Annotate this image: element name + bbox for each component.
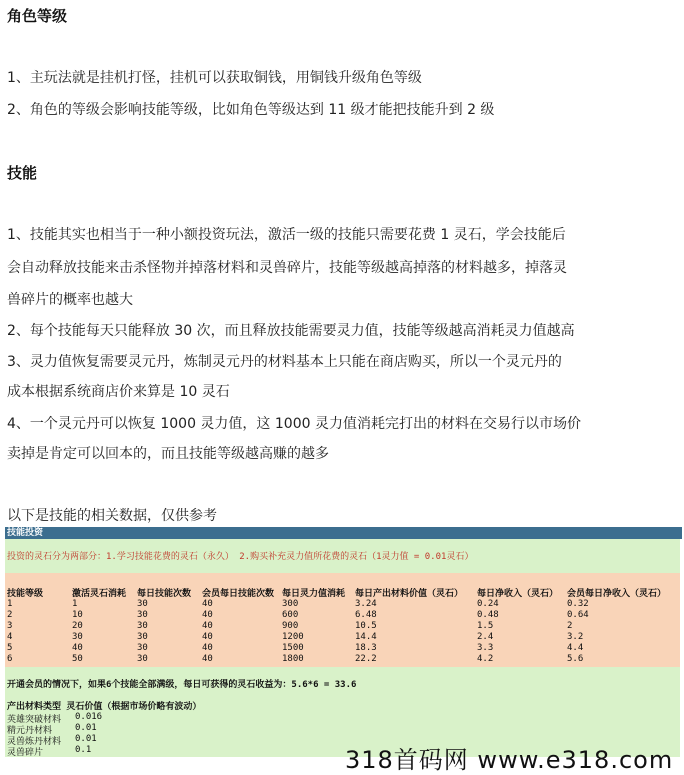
material-name: 灵兽炼丹材料 — [7, 737, 62, 747]
table-cell: 30 — [72, 632, 83, 642]
paragraph-line: 3、灵力值恢复需要灵元丹，炼制灵元丹的材料基本上只能在商店购买，所以一个灵元丹的 — [7, 354, 562, 370]
table-cell: 30 — [137, 643, 148, 653]
table-cell: 40 — [72, 643, 83, 653]
table-cell: 3.3 — [477, 643, 494, 653]
table-cell: 300 — [282, 599, 299, 609]
paragraph-line: 1、主玩法就是挂机打怪，挂机可以获取铜钱，用铜钱升级角色等级 — [7, 70, 422, 86]
table-cell: 600 — [282, 610, 299, 620]
material-name: 英雄突破材料 — [7, 715, 62, 725]
header-cell: 每日技能次数 — [137, 589, 192, 599]
paragraph-line: 2、每个技能每天只能释放 30 次，而且释放技能需要灵力值，技能等级越高消耗灵力值越高 — [7, 323, 575, 339]
table-cell: 40 — [202, 610, 213, 620]
table-cell: 40 — [202, 654, 213, 664]
table-cell: 22.2 — [355, 654, 377, 664]
table-cell: 900 — [282, 621, 299, 631]
table-cell: 1 — [7, 599, 13, 609]
table-cell: 4.4 — [567, 643, 584, 653]
header-cell: 每日灵力值消耗 — [282, 589, 346, 599]
table-cell: 30 — [137, 654, 148, 664]
header-cell: 会员每日净收入（灵石） — [567, 589, 667, 599]
section-title-skills: 技能 — [7, 164, 38, 182]
table-cell: 0.48 — [477, 610, 499, 620]
table-cell: 1500 — [282, 643, 304, 653]
material-name: 精元丹材料 — [7, 726, 53, 736]
header-cell: 每日产出材料价值（灵石） — [355, 589, 464, 599]
table-cell: 14.4 — [355, 632, 377, 642]
material-value: 0.01 — [75, 723, 97, 733]
table-cell: 6.48 — [355, 610, 377, 620]
table-cell: 5 — [7, 643, 13, 653]
table-cell: 4.2 — [477, 654, 494, 664]
table-cell: 2 — [567, 621, 573, 631]
header-cell: 技能等级 — [7, 589, 44, 599]
sheet-summary-row — [5, 667, 680, 697]
paragraph-line: 卖掉是肯定可以回本的，而且技能等级越高赚的越多 — [7, 446, 329, 462]
materials-header: 产出材料类型 灵石价值（根据市场价略有波动） — [7, 702, 202, 712]
table-cell: 0.64 — [567, 610, 589, 620]
table-cell: 40 — [202, 621, 213, 631]
header-cell: 每日净收入（灵石） — [477, 589, 559, 599]
table-cell: 30 — [137, 610, 148, 620]
table-cell: 20 — [72, 621, 83, 631]
table-cell: 30 — [137, 621, 148, 631]
table-cell: 0.24 — [477, 599, 499, 609]
table-cell: 0.32 — [567, 599, 589, 609]
material-name: 灵兽碎片 — [7, 748, 44, 758]
paragraph-line: 1、技能其实也相当于一种小额投资玩法，激活一级的技能只需要花费 1 灵石，学会技能后 — [7, 227, 566, 243]
table-cell: 3.24 — [355, 599, 377, 609]
table-cell: 1.5 — [477, 621, 494, 631]
table-cell: 10 — [72, 610, 83, 620]
table-cell: 6 — [7, 654, 13, 664]
table-cell: 4 — [7, 632, 13, 642]
table-cell: 18.3 — [355, 643, 377, 653]
paragraph-line: 兽碎片的概率也越大 — [7, 292, 133, 308]
material-value: 0.1 — [75, 745, 92, 755]
skill-investment-sheet — [5, 527, 680, 757]
header-cell: 激活灵石消耗 — [72, 589, 127, 599]
table-cell: 40 — [202, 599, 213, 609]
site-watermark: 318首码网 www.e318.com — [345, 746, 674, 774]
table-cell: 40 — [202, 643, 213, 653]
paragraph-line: 4、一个灵元丹可以恢复 1000 灵力值，这 1000 灵力值消耗完打出的材料在交易行以市场价 — [7, 416, 581, 432]
intro-text: 以下是技能的相关数据，仅供参考 — [7, 508, 217, 524]
paragraph-line: 会自动释放技能来击杀怪物并掉落材料和灵兽碎片，技能等级越高掉落的材料越多，掉落灵 — [7, 260, 567, 276]
paragraph-line: 成本根据系统商店价来算是 10 灵石 — [7, 384, 230, 400]
sheet-summary: 开通会员的情况下，如果6个技能全部满级，每日可获得的灵石收益为：5.6*6 = 33.6 — [7, 680, 357, 690]
material-value: 0.016 — [75, 712, 103, 722]
table-cell: 3.2 — [567, 632, 584, 642]
table-cell: 30 — [137, 599, 148, 609]
header-cell: 会员每日技能次数 — [202, 589, 275, 599]
table-cell: 50 — [72, 654, 83, 664]
table-cell: 1800 — [282, 654, 304, 664]
table-cell: 1200 — [282, 632, 304, 642]
sheet-title: 技能投资 — [5, 527, 682, 539]
paragraph-line: 2、角色的等级会影响技能等级，比如角色等级达到 11 级才能把技能升到 2 级 — [7, 102, 495, 118]
material-value: 0.01 — [75, 734, 97, 744]
table-cell: 2.4 — [477, 632, 494, 642]
sheet-note: 投资的灵石分为两部分：1.学习技能花费的灵石（永久） 2.购买补充灵力值所花费的灵石（1灵力值 = 0.01灵石） — [7, 552, 474, 562]
table-cell: 30 — [137, 632, 148, 642]
table-cell: 10.5 — [355, 621, 377, 631]
table-cell: 2 — [7, 610, 13, 620]
table-cell: 3 — [7, 621, 13, 631]
section-title-character-level: 角色等级 — [7, 7, 68, 25]
table-cell: 1 — [72, 599, 78, 609]
table-cell: 40 — [202, 632, 213, 642]
table-cell: 5.6 — [567, 654, 584, 664]
sheet-note-row — [5, 539, 680, 573]
